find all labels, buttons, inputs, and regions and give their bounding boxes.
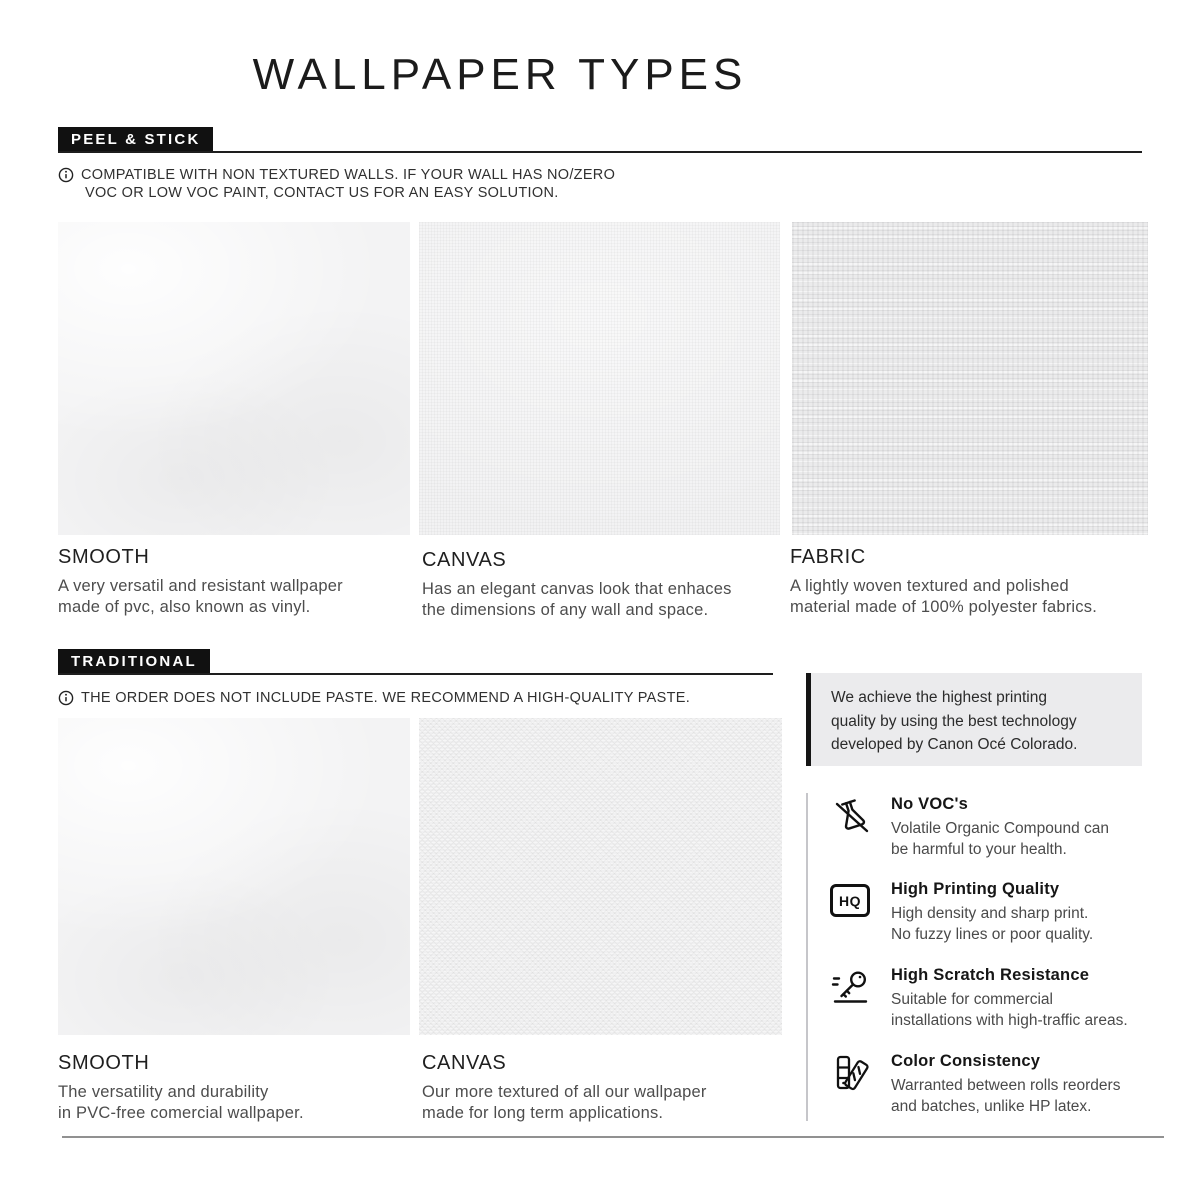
traditional-canvas-sample <box>419 718 782 1035</box>
no-voc-flask-icon <box>830 795 874 839</box>
caption-fabric <box>790 546 1150 618</box>
printing-quality-callout: We achieve the highest printing quality by using the best technology developed by Canon Océ Colorado. <box>806 673 1142 766</box>
feature-description: Warranted between rolls reorders and batches, unlike HP latex. <box>891 1077 1121 1115</box>
swatch-title: CANVAS <box>422 1052 507 1074</box>
feature-title: No VOC's <box>891 795 969 813</box>
peel-and-stick-rule <box>58 151 1142 153</box>
feature-high-scratch-resistance <box>830 966 1152 1031</box>
peel-and-stick-note <box>58 166 615 202</box>
feature-text <box>891 795 1109 860</box>
swatch-description: The versatility and durability in PVC-free comercial wallpaper. <box>58 1083 304 1122</box>
feature-title: Color Consistency <box>891 1052 1041 1070</box>
swatch-title: SMOOTH <box>58 1052 150 1074</box>
note-text <box>81 166 615 202</box>
swatch-title: SMOOTH <box>58 546 150 568</box>
color-swatches-icon <box>830 1052 874 1096</box>
feature-color-consistency <box>830 1052 1152 1117</box>
swatch-description: A lightly woven textured and polished material made of 100% polyester fabrics. <box>790 577 1097 616</box>
info-icon <box>58 167 74 183</box>
feature-description: High density and sharp print. No fuzzy lines or poor quality. <box>891 905 1094 943</box>
page-title: WALLPAPER TYPES <box>252 50 748 99</box>
swatch-description: A very versatil and resistant wallpaper made of pvc, also known as vinyl. <box>58 577 343 616</box>
swatch-title: FABRIC <box>790 546 866 568</box>
note-text <box>81 689 690 707</box>
caption-smooth-traditional <box>58 1052 418 1124</box>
peel-stick-canvas-sample <box>419 222 780 535</box>
traditional-note <box>58 689 690 707</box>
peel-and-stick-badge: PEEL & STICK <box>58 127 213 153</box>
feature-description: Suitable for commercial installations with high-traffic areas. <box>891 991 1128 1029</box>
feature-title: High Scratch Resistance <box>891 966 1090 984</box>
caption-canvas <box>422 549 782 621</box>
caption-canvas-traditional <box>422 1052 782 1124</box>
feature-description: Volatile Organic Compound can be harmful to your health. <box>891 820 1109 858</box>
swatch-title: CANVAS <box>422 549 507 571</box>
feature-no-voc <box>830 795 1152 860</box>
bottom-rule <box>62 1136 1164 1138</box>
info-icon <box>58 690 74 706</box>
feature-high-printing-quality <box>830 880 1152 945</box>
hq-badge-icon: HQ <box>830 880 874 924</box>
feature-text <box>891 880 1093 945</box>
peel-stick-fabric-sample <box>792 222 1148 535</box>
features-divider-line <box>806 793 808 1121</box>
swatch-description: Our more textured of all our wallpaper made for long term applications. <box>422 1083 707 1122</box>
traditional-smooth-sample <box>58 718 410 1035</box>
feature-text <box>891 966 1128 1031</box>
swatch-description: Has an elegant canvas look that enhaces the dimensions of any wall and space. <box>422 580 732 619</box>
key-scratch-icon <box>830 966 874 1010</box>
note-line: THE ORDER DOES NOT INCLUDE PASTE. WE RECOMMEND A HIGH-QUALITY PASTE. <box>81 690 691 706</box>
feature-title: High Printing Quality <box>891 880 1060 898</box>
note-line: COMPATIBLE WITH NON TEXTURED WALLS. IF YOUR WALL HAS NO/ZERO <box>81 167 616 183</box>
traditional-badge: TRADITIONAL <box>58 649 210 675</box>
peel-stick-smooth-sample <box>58 222 410 535</box>
feature-text <box>891 1052 1120 1117</box>
note-line: VOC OR LOW VOC PAINT, CONTACT US FOR AN EASY SOLUTION. <box>85 185 559 201</box>
traditional-rule <box>58 673 773 675</box>
caption-smooth <box>58 546 418 618</box>
